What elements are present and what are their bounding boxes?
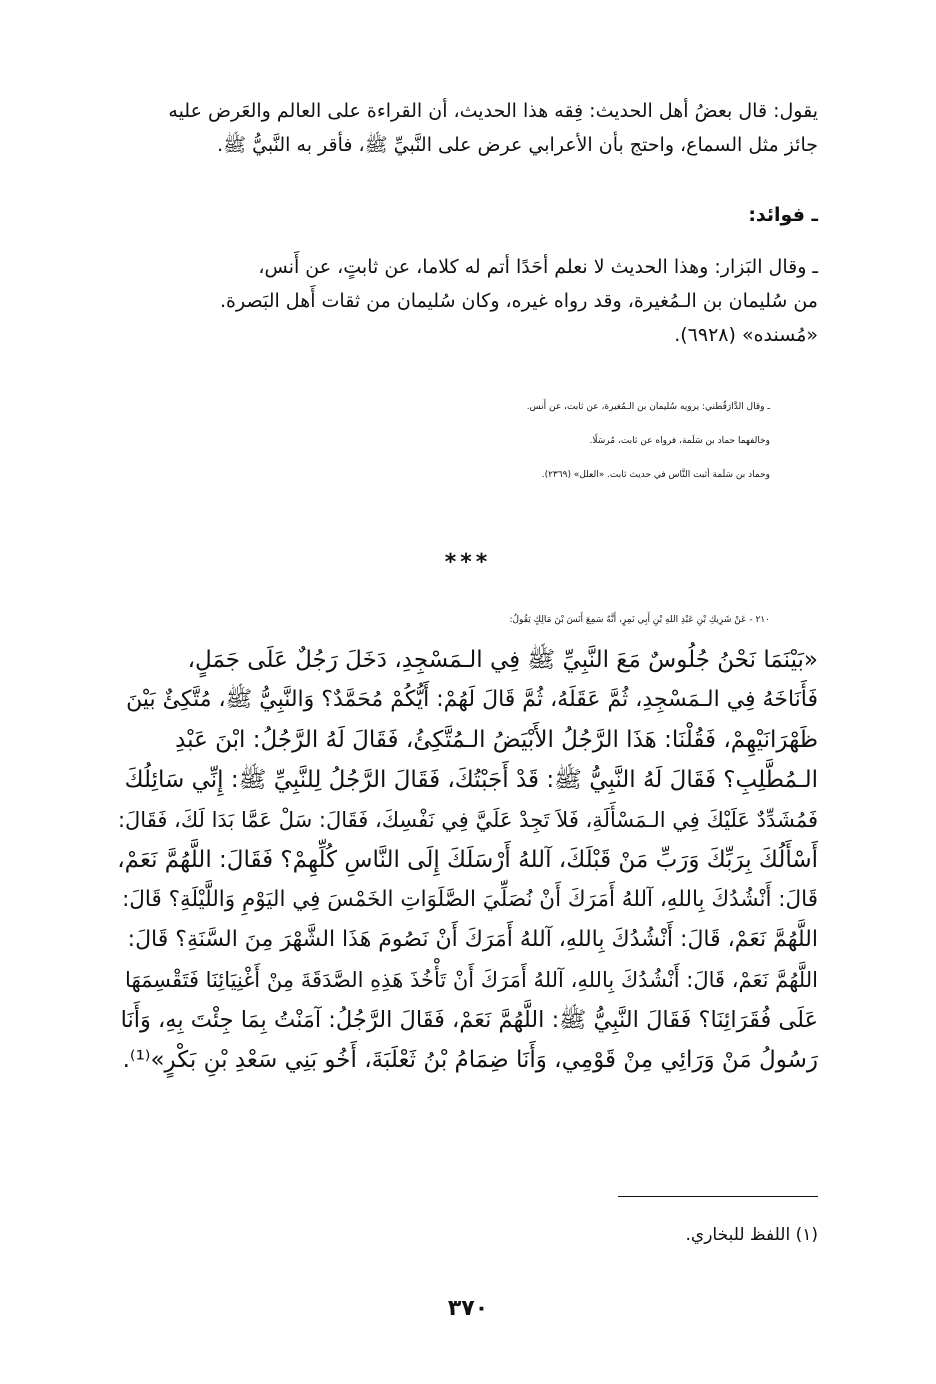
hadith-line: ظَهْرَانَيْهِمْ، فَقُلْنَا: هَذَا الرَّجُلُ الأَبْيَضُ الـمُتَّكِئُ، فَقَالَ لَهُ الرَّجُلُ: ابْنَ عَبْدِ (175, 727, 818, 753)
text-line: ـ وقال الدَّارَقُطني: يرويه سُليمان بن الـمُغيرة، عن ثابت، عن أَنس. (526, 402, 770, 412)
hadith-line: عَلَى فُقَرَائِنَا؟ فَقَالَ النَّبِيُّ ﷺ: اللَّهُمَّ نَعَمْ، فَقَالَ الرَّجُلُ: آمَنْتُ بِمَا جِئْتَ بِهِ، وَأَنَا (120, 1007, 818, 1033)
hadith-line: الـمُطَّلِبِ؟ فَقَالَ لَهُ النَّبِيُّ ﷺ: قَدْ أَجَبْتُكَ، فَقَالَ الرَّجُلُ لِلنَّبِيِّ ﷺ: إِنِّي سَائِلُكَ (124, 767, 818, 793)
text-line: وحماد بن سَلَمة أثبت النَّاس في حديث ثابت. «العلل» (٢٣٦٩). (541, 470, 770, 480)
footnote-divider (618, 1196, 818, 1197)
text-line: «مُسنده» (٦٩٢٨). (674, 324, 818, 346)
page-number: ٣٧٠ (447, 1296, 489, 1321)
text-line: ـ وقال البَزار: وهذا الحديث لا نعلم أحَدًا أتم له كلاما، عن ثابتٍ، عن أَنس، (258, 256, 818, 278)
paragraph-daraqutni (118, 390, 818, 492)
paragraph-bazzar (118, 250, 818, 352)
hadith-line: فَأَنَاخَهُ فِي الـمَسْجِدِ، ثُمَّ عَقَلَهُ، ثُمَّ قَالَ لَهُمْ: أَيُّكُمْ مُحَمَّدٌ؟ وَالنَّبِيُّ ﷺ، مُتَّكِئٌ بَيْنَ (126, 687, 818, 712)
section-separator-stars: *** (444, 550, 492, 575)
paragraph-intro (118, 94, 818, 162)
hadith-line: أَسْأَلُكَ بِرَبِّكَ وَرَبِّ مَنْ قَبْلَكَ، آللهُ أَرْسَلَكَ إِلَى النَّاسِ كُلِّهِمْ؟ فَقَالَ: اللَّهُمَّ نَعَمْ، (117, 847, 818, 873)
text-line: يقول: قال بعضُ أهل الحديث: فِقه هذا الحديث، أن القراءة على العالم والعَرض عليه (168, 100, 818, 122)
hadith-line: «بَيْنَمَا نَحْنُ جُلُوسٌ مَعَ النَّبِيِّ ﷺ فِي الـمَسْجِدِ، دَخَلَ رَجُلٌ عَلَى جَمَلٍ، (187, 647, 818, 673)
text-line: وخالفهما حماد بن سَلَمة، فرواه عن ثابت، مُرسَلًا. (589, 436, 770, 446)
text-line: جائز مثل السماع، واحتج بأن الأعرابي عرض على النَّبيِّ ﷺ، فأقر به النَّبيُّ ﷺ. (217, 134, 818, 156)
hadith-line: رَسُولُ مَنْ وَرَائِي مِنْ قَوْمِي، وَأَنَا ضِمَامُ بْنُ ثَعْلَبَةَ، أَخُو بَنِي سَعْدِ بْنِ بَكْرٍ»⁽¹⁾. (122, 1047, 818, 1073)
section-heading: ـ فوائد: (748, 204, 818, 226)
hadith-line: ٢١٠ - عَنْ شَرِيكِ بْنِ عَبْدِ اللهِ بْنِ أَبِي نَمِرٍ، أَنَّهُ سَمِعَ أَنَسَ بْنَ مَالِكٍ يَقُولُ: (509, 615, 770, 625)
hadith-line: قَالَ: أَنْشُدُكَ بِاللهِ، آللهُ أَمَرَكَ أَنْ نُصَلِّيَ الصَّلَوَاتِ الخَمْسَ فِي اليَوْمِ وَاللَّيْلَةِ؟ قَالَ: (122, 887, 818, 912)
fawaid-heading-block (118, 198, 818, 232)
hadith-line: اللَّهُمَّ نَعَمْ، قَالَ: أَنْشُدُكَ بِاللهِ، آللهُ أَمَرَكَ أَنْ نَصُومَ هَذَا الشَّهْرَ مِنَ السَّنَةِ؟ قَالَ: (127, 927, 818, 952)
text-line: من سُليمان بن الـمُغيرة، وقد رواه غيره، وكان سُليمان من ثقات أَهل البَصرة. (220, 290, 818, 312)
footnote: (١) اللفظ للبخاري. (685, 1225, 818, 1245)
hadith-text (118, 600, 818, 1080)
hadith-line: فَمُشَدِّدٌ عَلَيْكَ فِي الـمَسْأَلَةِ، فَلاَ تَجِدْ عَلَيَّ فِي نَفْسِكَ، فَقَالَ: سَلْ عَمَّا بَدَا لَكَ، فَقَالَ: (117, 808, 818, 832)
hadith-line: اللَّهُمَّ نَعَمْ، قَالَ: أَنْشُدُكَ بِاللهِ، آللهُ أَمَرَكَ أَنْ تَأْخُذَ هَذِهِ الصَّدَقَةَ مِنْ أَغْنِيَائِنَا فَتَقْسِمَهَا (125, 968, 818, 992)
